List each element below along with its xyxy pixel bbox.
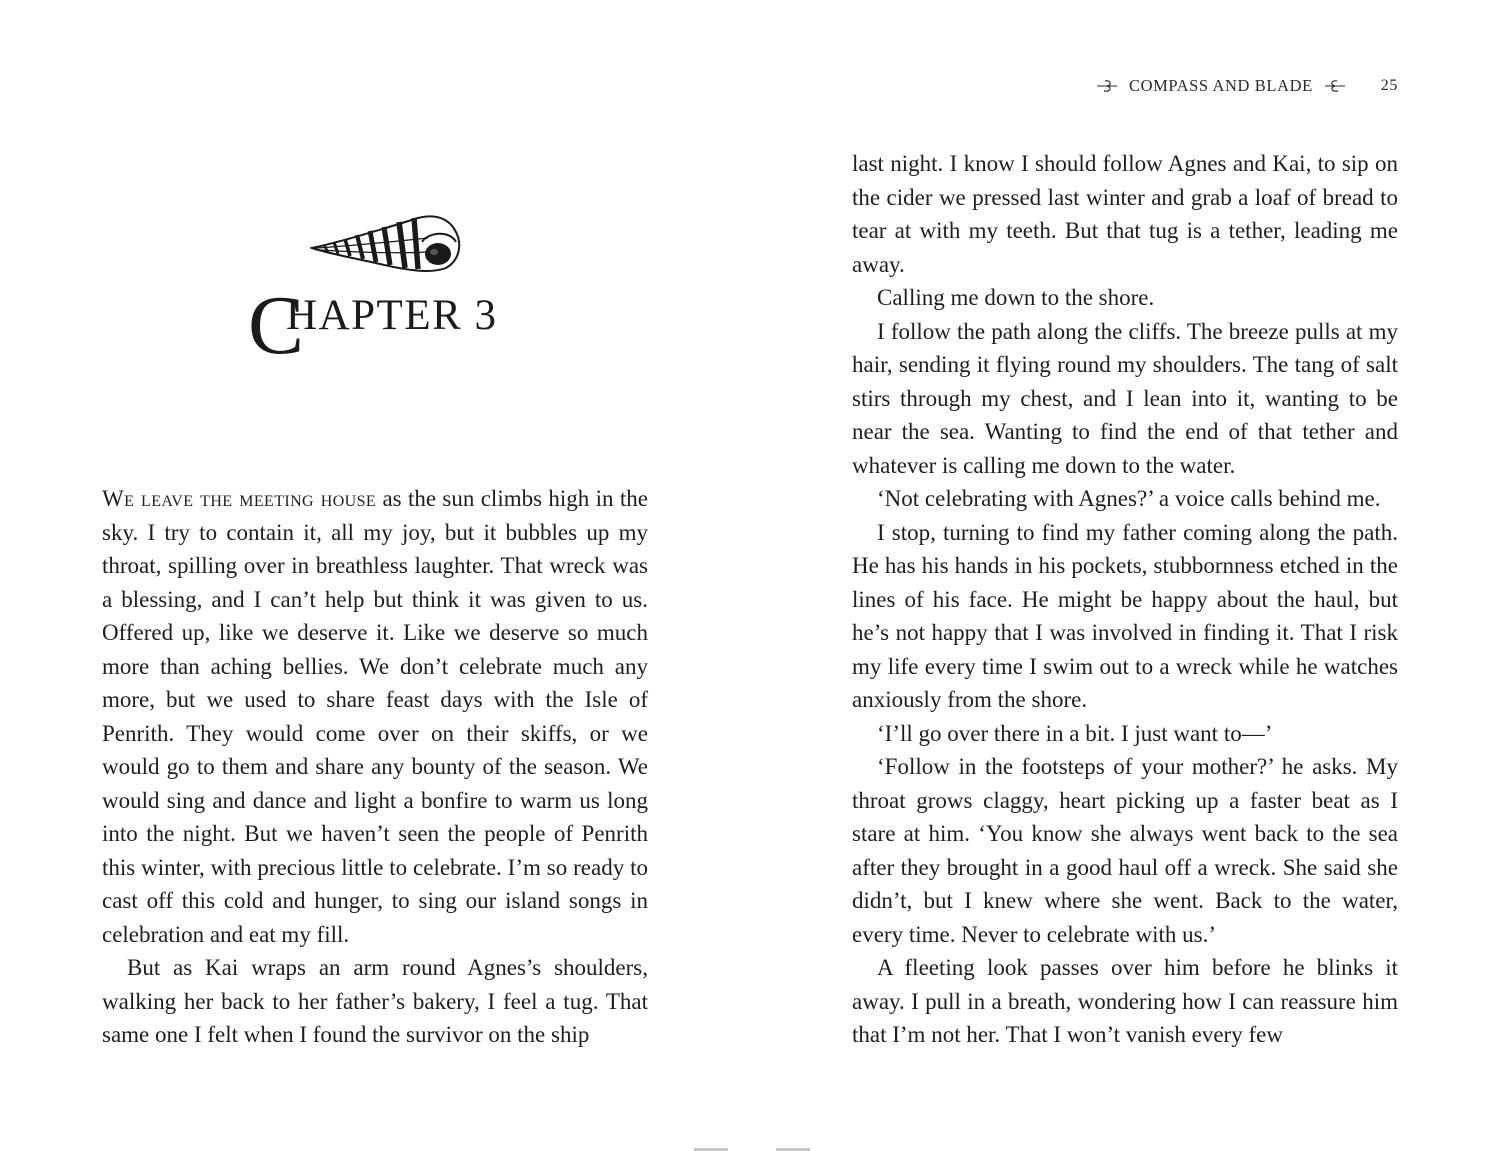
page-number: 25 [1380,77,1398,94]
chapter-title-rest: HAPTER 3 [286,292,498,339]
opening-small-caps: We leave the meeting house [102,486,377,511]
right-page [750,0,1500,1151]
flourish-right-icon [1325,78,1345,94]
flourish-left-icon [1097,78,1117,94]
paragraph: A fleeting look passes over him before he blinks it away. I pull in a breath, wondering how I can reassure him that I’m not her. That I won’t vanish every few [852,955,1398,1047]
opening-paragraph [102,482,648,951]
paragraph: ‘I’ll go over there in a bit. I just want to—’ [877,720,1273,746]
paragraph: Calling me down to the shore. [877,285,1155,310]
paragraph: I stop, turning to find my father coming along the path. He has his hands in his pockets, stubbornness etched in the lines of his face. He might be happy about the haul, but he’s not happy that I was involved in finding it. That I risk my life every time I swim out to a wreck while he watches anxiously from the shore. [852,519,1398,712]
running-header [1097,74,1398,98]
right-body-text [852,147,1398,1052]
chapter-title [248,279,498,372]
left-body-text [102,482,648,1052]
paragraph: ‘Not celebrating with Agnes?’ a voice calls behind me. [877,486,1381,511]
paragraph: I follow the path along the cliffs. The breeze pulls at my hair, sending it flying round my shoulders. The tang of salt stirs through my chest, and I lean into it, wanting to be near the sea. Wanting to find the end of that tether and whatever is calling me down to the water. [852,318,1398,478]
paragraph-text: as the sun climbs high in the sky. I try to contain it, all my joy, but it bubbles up my throat, spilling over in breathless laughter. That wreck was a blessing, and I can’t help but think it was given to us. Offered up, like we deserve it. Like we deserve so much more than aching bellies. We don’t celebrate much any more, but we used to share feast days with the Isle of Penrith. They would come over on their skiffs, or we would go to them and share any bounty of the season. We would sing and dance and light a bonfire to warm us long into the night. But we haven’t seen the people of Penrith this winter, with precious little to celebrate. I’m so ready to cast off this cold and hunger, to sing our island songs in celebration and eat my fill. [102,486,649,947]
running-title: COMPASS AND BLADE [1128,76,1313,95]
paragraph: ‘Follow in the footsteps of your mother?’ he asks. My throat grows claggy, heart picking up a faster beat as I stare at him. ‘You know she always went back to the sea after they brought in a good haul off a wreck. She said she didn’t, but I knew where she went. Back to the water, every time. Never to celebrate with us.’ [852,754,1398,947]
chapter-initial: C [248,279,287,372]
paragraph: But as Kai wraps an arm round Agnes’s shoulders, walking her back to her father’s bakery, I feel a tug. That same one I felt when I found the survivor on the ship [102,955,648,1047]
seashell-icon [310,212,462,274]
paragraph: last night. I know I should follow Agnes and Kai, to sip on the cider we pressed last winter and grab a loaf of bread to tear at with my teeth. But that tug is a tether, leading me away. [852,151,1398,277]
